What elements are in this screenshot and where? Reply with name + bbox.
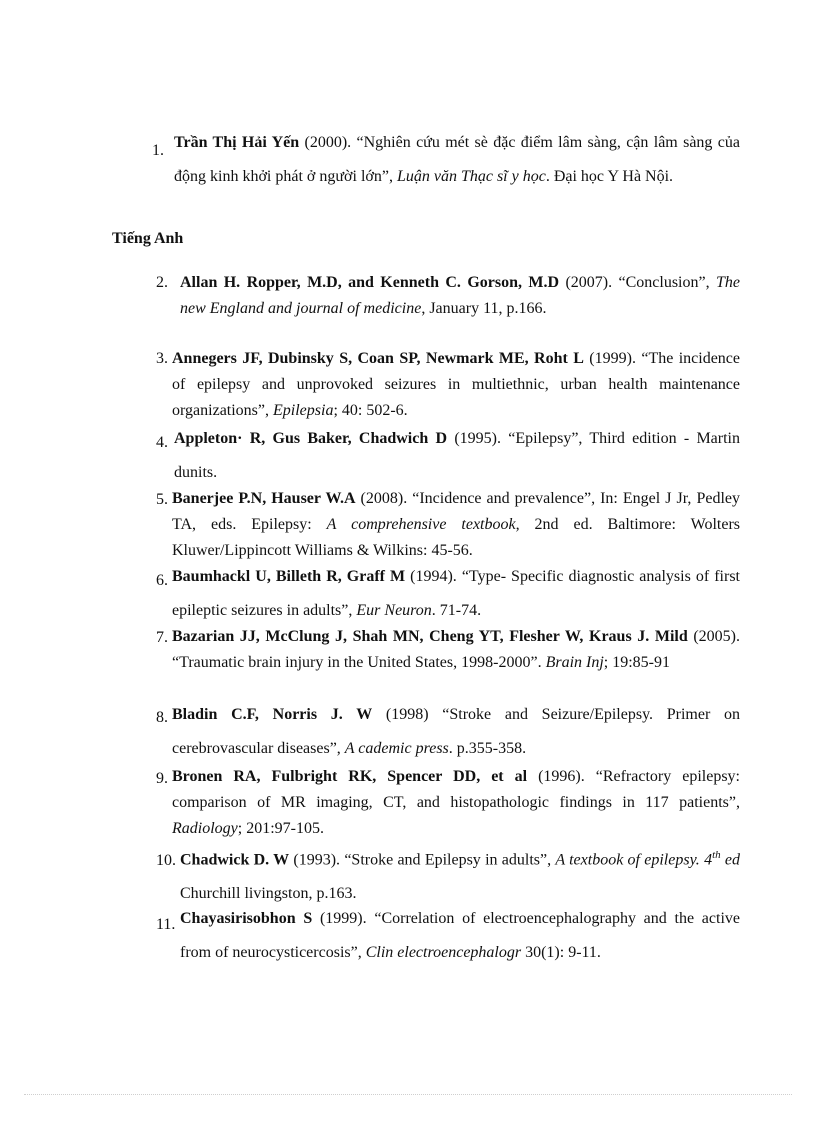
reference-number: 8. (156, 709, 168, 726)
reference-authors: Bronen RA, Fulbright RK, Spencer DD, et al (172, 768, 528, 785)
reference-number: 3. (156, 350, 168, 367)
reference-superscript: th (712, 849, 721, 861)
reference-number: 7. (156, 629, 168, 646)
reference-authors: Baumhackl U, Billeth R, Graff M (172, 568, 406, 585)
reference-source: Eur Neuron (356, 602, 432, 619)
reference-text: Chayasirisobhon S (1999). “Correlation of electroencephalography and the active from of neurocysticercosis”, Clin electroencephalogr 30(1): 9-11. (180, 910, 740, 961)
reference-authors: Annegers JF, Dubinsky S, Coan SP, Newmark ME, Roht L (172, 350, 584, 367)
reference-source: Luận văn Thạc sĩ y học (396, 168, 546, 185)
reference-number: 4. (156, 434, 168, 451)
reference-number: 9. (156, 770, 168, 787)
reference-number: 1. (152, 142, 164, 159)
reference-text: Bronen RA, Fulbright RK, Spencer DD, et al (1996). “Refractory epilepsy: comparison of MR imaging, CT, and histopathologic findings in 117 patients”, Radiology; 201:97-105. (172, 768, 741, 837)
reference-authors: Banerjee P.N, Hauser W.A (172, 490, 356, 507)
reference-source: Clin electroencephalogr (365, 944, 522, 961)
section-heading: Tiếng Anh (112, 230, 184, 247)
page-bottom-divider (24, 1094, 792, 1095)
reference-authors: Chayasirisobhon S (180, 910, 313, 927)
reference-authors: Bazarian JJ, McClung J, Shah MN, Cheng YT, Flesher W, Kraus J. Mild (172, 628, 688, 645)
reference-authors: Trần Thị Hải Yến (174, 134, 300, 151)
reference-source: A cademic press (344, 740, 449, 757)
reference-text: Banerjee P.N, Hauser W.A (2008). “Incidence and prevalence”, In: Engel J Jr, Pedley TA, eds. Epilepsy: A comprehensive textbook, 2nd ed. Baltimore: Wolters Kluwer/Lippincott Williams & Wilkins: 45-56. (172, 490, 741, 559)
reference-text: Annegers JF, Dubinsky S, Coan SP, Newmark ME, Roht L (1999). “The incidence of epilepsy and unprovoked seizures in multiethnic, urban health maintenance organizations”, Epilepsia; 40: 502-6. (172, 350, 741, 419)
reference-authors: Bladin C.F, Norris J. W (172, 706, 373, 723)
reference-number: 2. (156, 274, 168, 291)
reference-source: A textbook of epilepsy. 4 (555, 851, 713, 869)
reference-text: Appleton· R, Gus Baker, Chadwich D (1995). “Epilepsy”, Third edition - Martin dunits. (174, 430, 741, 481)
reference-authors: Allan H. Ropper, M.D, and Kenneth C. Gorson, M.D (180, 274, 560, 291)
reference-text: Chadwick D. W (1993). “Stroke and Epilepsy in adults”, A textbook of epilepsy. 4th ed Churchill livingston, p.163. (180, 849, 741, 903)
reference-text: Trần Thị Hải Yến (2000). “Nghiên cứu mét sè đặc điểm lâm sàng, cận lâm sàng của động kinh khởi phát ở người lớn”, Luận văn Thạc sĩ y học. Đại học Y Hà Nội. (174, 134, 740, 185)
reference-source: Radiology (172, 820, 238, 837)
reference-text: Bazarian JJ, McClung J, Shah MN, Cheng YT, Flesher W, Kraus J. Mild (2005). “Traumatic brain injury in the United States, 1998-2000”. Brain Inj; 19:85-91 (172, 628, 740, 671)
reference-number: 11. (156, 916, 176, 933)
reference-text: Bladin C.F, Norris J. W (1998) “Stroke and Seizure/Epilepsy. Primer on cerebrovascular diseases”, A cademic press. p.355-358. (172, 706, 741, 757)
reference-number: 10. (156, 852, 176, 869)
reference-source: The new England and journal of medicine (180, 274, 741, 317)
reference-authors: Chadwick D. W (180, 851, 290, 869)
reference-number: 5. (156, 491, 168, 508)
reference-number: 6. (156, 572, 168, 589)
reference-source: Brain Inj (545, 654, 604, 671)
reference-text: Baumhackl U, Billeth R, Graff M (1994). “Type- Specific diagnostic analysis of first epileptic seizures in adults”, Eur Neuron. 71-74. (172, 568, 740, 619)
reference-source: Epilepsia (273, 402, 334, 419)
reference-source: A comprehensive textbook, (326, 516, 520, 533)
reference-authors: Appleton· R, Gus Baker, Chadwich D (174, 430, 448, 447)
reference-text: Allan H. Ropper, M.D, and Kenneth C. Gorson, M.D (2007). “Conclusion”, The new England and journal of medicine, January 11, p.166. (180, 274, 741, 317)
